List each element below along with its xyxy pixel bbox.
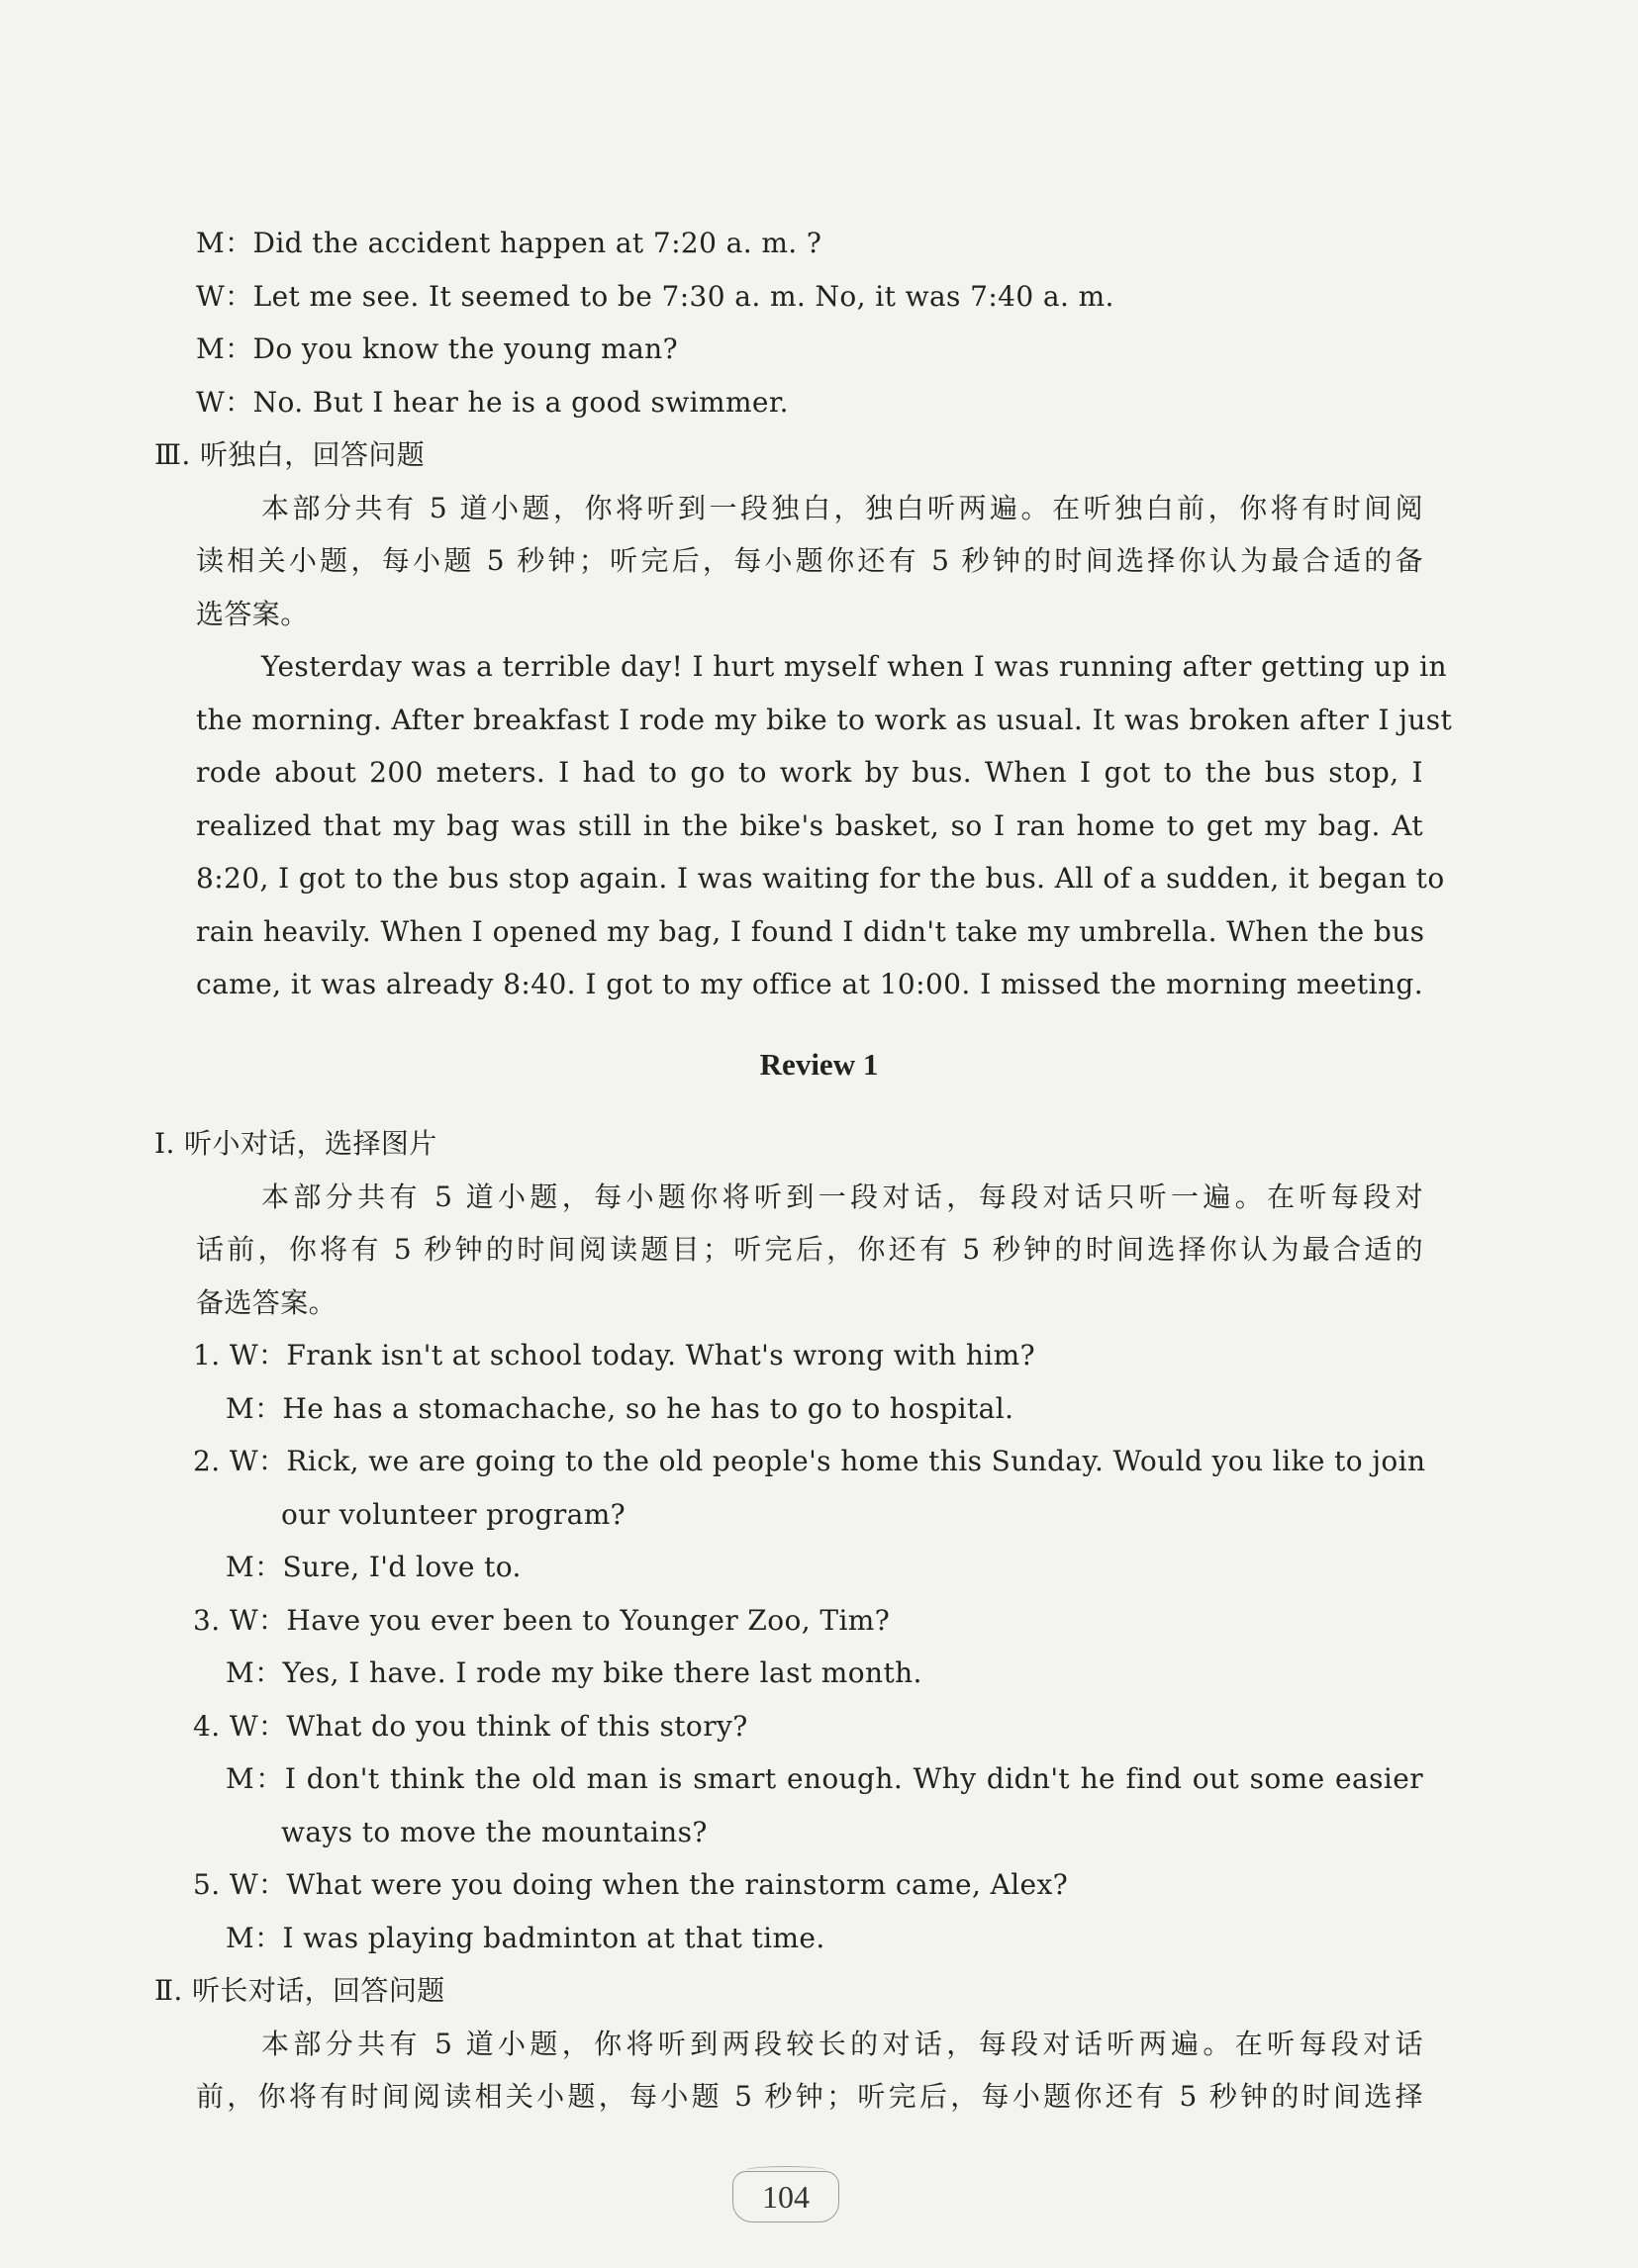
dialogue-line: M：Do you know the young man? bbox=[196, 332, 679, 365]
monologue-line: realized that my bag was still in the bike's basket, so I ran home to get my bag. At bbox=[196, 809, 1423, 842]
question-line: 4. W：What do you think of this story? bbox=[193, 1710, 748, 1743]
instruction-line: 读相关小题，每小题 5 秒钟；听完后，每小题你还有 5 秒钟的时间选择你认为最合适的备 bbox=[196, 544, 1423, 577]
monologue-line: rode about 200 meters. I had to go to work by bus. When I got to the bus stop, I bbox=[196, 756, 1423, 789]
question-line: 5. W：What were you doing when the rainstorm came, Alex? bbox=[193, 1868, 1069, 1901]
response-line: M：I was playing badminton at that time. bbox=[226, 1922, 825, 1954]
instruction-line: 选答案。 bbox=[196, 598, 309, 630]
monologue-line: 8:20, I got to the bus stop again. I was waiting for the bus. All of a sudden, it began to bbox=[196, 862, 1445, 895]
monologue-line: the morning. After breakfast I rode my bike to work as usual. It was broken after I just bbox=[196, 704, 1453, 736]
response-line: M：I don't think the old man is smart enough. Why didn't he find out some easier bbox=[226, 1762, 1423, 1795]
instruction-line: 前，你将有时间阅读相关小题，每小题 5 秒钟；听完后，每小题你还有 5 秒钟的时间选择 bbox=[196, 2080, 1423, 2113]
monologue-line: Yesterday was a terrible day! I hurt myself when I was running after getting up in bbox=[261, 650, 1447, 683]
monologue-line: rain heavily. When I opened my bag, I found I didn't take my umbrella. When the bus bbox=[196, 915, 1425, 948]
instruction-line: 备选答案。 bbox=[196, 1286, 337, 1319]
response-line: M：He has a stomachache, so he has to go to hospital. bbox=[226, 1392, 1014, 1425]
monologue-line: came, it was already 8:40. I got to my office at 10:00. I missed the morning meeting. bbox=[196, 968, 1423, 1000]
dialogue-line: M：Did the accident happen at 7:20 a. m. ? bbox=[196, 227, 822, 259]
question-line: 2. W：Rick, we are going to the old people's home this Sunday. Would you like to join bbox=[193, 1445, 1426, 1477]
page-number: 104 bbox=[732, 2171, 839, 2222]
dialogue-line: W：No. But I hear he is a good swimmer. bbox=[196, 386, 789, 419]
section-heading: Ⅰ. 听小对话，选择图片 bbox=[154, 1127, 437, 1160]
instruction-line: 本部分共有 5 道小题，你将听到两段较长的对话，每段对话听两遍。在听每段对话 bbox=[261, 2028, 1423, 2060]
question-line: 1. W：Frank isn't at school today. What's wrong with him? bbox=[193, 1339, 1035, 1371]
response-line: M：Sure, I'd love to. bbox=[226, 1551, 522, 1583]
question-line-continued: our volunteer program? bbox=[281, 1498, 626, 1531]
instruction-line: 话前，你将有 5 秒钟的时间阅读题目；听完后，你还有 5 秒钟的时间选择你认为最合适的 bbox=[196, 1233, 1423, 1266]
response-line: M：Yes, I have. I rode my bike there last month. bbox=[226, 1656, 922, 1689]
instruction-line: 本部分共有 5 道小题，每小题你将听到一段对话，每段对话只听一遍。在听每段对 bbox=[261, 1181, 1423, 1213]
section-heading: Ⅱ. 听长对话，回答问题 bbox=[154, 1974, 445, 2007]
section-heading: Ⅲ. 听独白，回答问题 bbox=[154, 438, 426, 471]
dialogue-line: W：Let me see. It seemed to be 7:30 a. m. No, it was 7:40 a. m. bbox=[196, 280, 1114, 313]
response-line-continued: ways to move the mountains? bbox=[281, 1816, 708, 1848]
instruction-line: 本部分共有 5 道小题，你将听到一段独白，独白听两遍。在听独白前，你将有时间阅 bbox=[261, 492, 1423, 524]
question-line: 3. W：Have you ever been to Younger Zoo, Tim? bbox=[193, 1604, 891, 1637]
review-title: Review 1 bbox=[759, 1047, 879, 1082]
